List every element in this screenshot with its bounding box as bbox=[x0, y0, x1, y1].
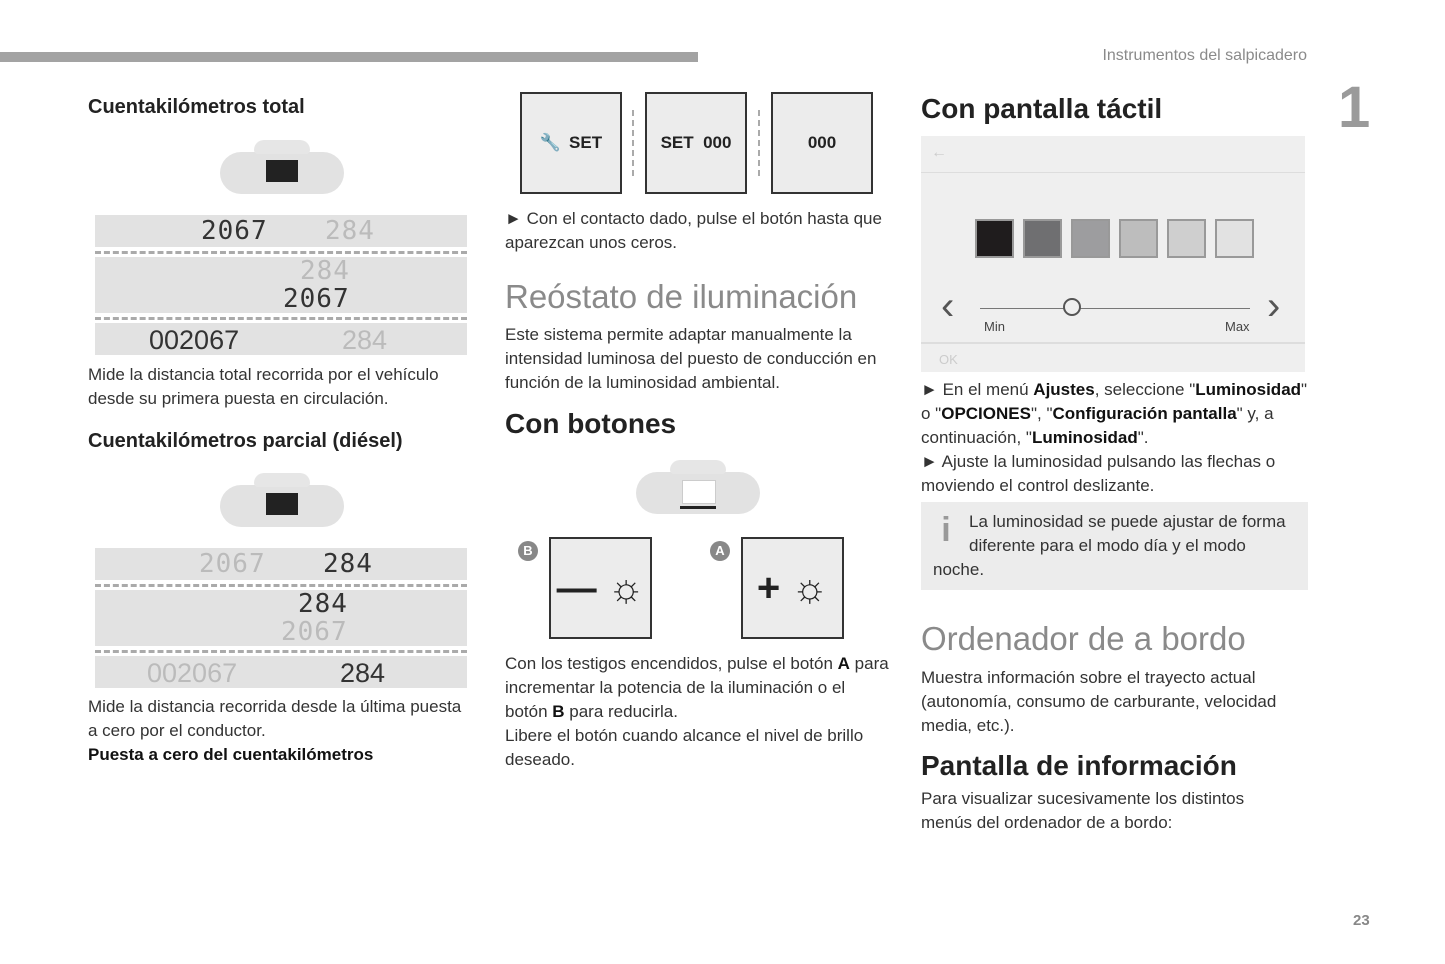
odometer-display-trip bbox=[95, 548, 467, 688]
set-000-button bbox=[645, 92, 747, 194]
page-number: 23 bbox=[1353, 912, 1370, 929]
brightness-swatch bbox=[1071, 219, 1110, 258]
chapter-number: 1 bbox=[1338, 75, 1371, 140]
odo-value: 2067 bbox=[283, 284, 350, 314]
decrease-brightness-button bbox=[549, 537, 652, 639]
brightness-swatch bbox=[1023, 219, 1062, 258]
back-arrow-icon[interactable]: ← bbox=[931, 144, 947, 161]
chevron-left-icon[interactable]: ‹ bbox=[941, 284, 955, 328]
info-display-text: Para visualizar sucesivamente los distintos menús del ordenador de a bordo: bbox=[921, 789, 1245, 832]
reset-odometer-heading: Puesta a cero del cuentakilómetros bbox=[88, 745, 374, 764]
brightness-screen bbox=[921, 136, 1305, 372]
max-label: Max bbox=[1225, 319, 1250, 334]
divider bbox=[921, 172, 1305, 173]
odometer-display-total bbox=[95, 215, 467, 355]
brightness-swatch bbox=[1167, 219, 1206, 258]
divider bbox=[921, 342, 1305, 344]
trip-odometer-title: Cuentakilómetros parcial (diésel) bbox=[88, 430, 403, 452]
info-content bbox=[933, 510, 1293, 582]
odo-value: 2067 bbox=[201, 216, 268, 246]
total-odometer-title: Cuentakilómetros total bbox=[88, 96, 305, 118]
chevron-right-icon[interactable]: › bbox=[1267, 284, 1281, 328]
section-header: Instrumentos del salpicadero bbox=[1102, 47, 1307, 64]
divider bbox=[758, 110, 760, 176]
cluster-illustration bbox=[220, 140, 344, 206]
reset-step bbox=[505, 207, 885, 255]
sun-icon: ☼ bbox=[607, 565, 645, 610]
brightness-swatch bbox=[1215, 219, 1254, 258]
increase-brightness-button bbox=[741, 537, 844, 639]
brightness-slider[interactable] bbox=[980, 308, 1250, 309]
divider bbox=[632, 110, 634, 176]
odo-value: 002067 bbox=[147, 658, 238, 688]
minus-icon: — bbox=[556, 565, 597, 610]
cluster-illustration bbox=[220, 473, 344, 539]
slider-knob[interactable] bbox=[1063, 298, 1081, 316]
odo-value: 284 bbox=[342, 325, 388, 355]
step-text: Con el contacto dado, pulse el botón hasta que aparezcan unos ceros. bbox=[505, 209, 882, 252]
wrench-icon: 🔧 bbox=[539, 133, 562, 152]
buttons-title: Con botones bbox=[505, 408, 677, 439]
info-box bbox=[921, 502, 1308, 590]
button-label: SET 000 bbox=[660, 133, 732, 152]
highlight-mark bbox=[680, 506, 716, 509]
odo-value: 002067 bbox=[149, 325, 240, 355]
sun-icon: ☼ bbox=[791, 565, 829, 610]
odo-value: 284 bbox=[323, 549, 373, 579]
arrow-bullet-icon: ► bbox=[505, 209, 527, 228]
plus-icon: + bbox=[756, 565, 781, 610]
info-display-title: Pantalla de información bbox=[921, 750, 1237, 781]
odo-value: 2067 bbox=[281, 617, 348, 647]
brightness-swatch bbox=[975, 219, 1014, 258]
wrench-set-button bbox=[520, 92, 622, 194]
total-odometer-text: Mide la distancia total recorrida por el vehículo desde su primera puesta en circulación. bbox=[88, 365, 439, 408]
odo-value: 284 bbox=[300, 256, 350, 286]
touchscreen-title: Con pantalla táctil bbox=[921, 93, 1163, 124]
button-label: 000 bbox=[807, 133, 837, 152]
label-b: B bbox=[518, 541, 538, 561]
odo-value: 284 bbox=[340, 658, 386, 688]
label-a: A bbox=[710, 541, 730, 561]
header-bar bbox=[0, 52, 698, 62]
menu-instructions: ► En el menú Ajustes, seleccione "Luminosidad" o "OPCIONES", "Configuración pantalla" y, a continuación, "Luminosidad". ► Ajuste la luminosidad pulsando las flechas o moviendo el control deslizante. bbox=[921, 380, 1308, 495]
trip-computer-title: Ordenador de a bordo bbox=[921, 620, 1246, 657]
odo-value: 284 bbox=[325, 216, 375, 246]
brightness-swatch bbox=[1119, 219, 1158, 258]
info-text: La luminosidad se puede ajustar de forma diferente para el modo día y el modo noche. bbox=[933, 512, 1286, 579]
rheostat-title: Reóstato de iluminación bbox=[505, 278, 858, 315]
ok-button[interactable]: OK bbox=[939, 352, 958, 367]
zero-button bbox=[771, 92, 873, 194]
info-icon: i bbox=[941, 511, 951, 549]
odo-value: 284 bbox=[298, 589, 348, 619]
trip-odometer-text: Mide la distancia recorrida desde la última puesta a cero por el conductor. bbox=[88, 697, 462, 740]
trip-computer-text: Muestra información sobre el trayecto actual (autonomía, consumo de carburante, velocidad media, etc.). bbox=[921, 668, 1277, 735]
rheostat-text: Este sistema permite adaptar manualmente la intensidad luminosa del puesto de conducción en función de la luminosidad ambiental. bbox=[505, 325, 877, 392]
odo-value: 2067 bbox=[199, 549, 266, 579]
button-label: SET bbox=[569, 133, 603, 152]
buttons-text: Con los testigos encendidos, pulse el botón A para incrementar la potencia de la iluminación o el botón B para reducirla. Libere el botón cuando alcance el nivel de brillo deseado. bbox=[505, 654, 889, 769]
min-label: Min bbox=[984, 319, 1005, 334]
cluster-illustration bbox=[636, 460, 760, 526]
